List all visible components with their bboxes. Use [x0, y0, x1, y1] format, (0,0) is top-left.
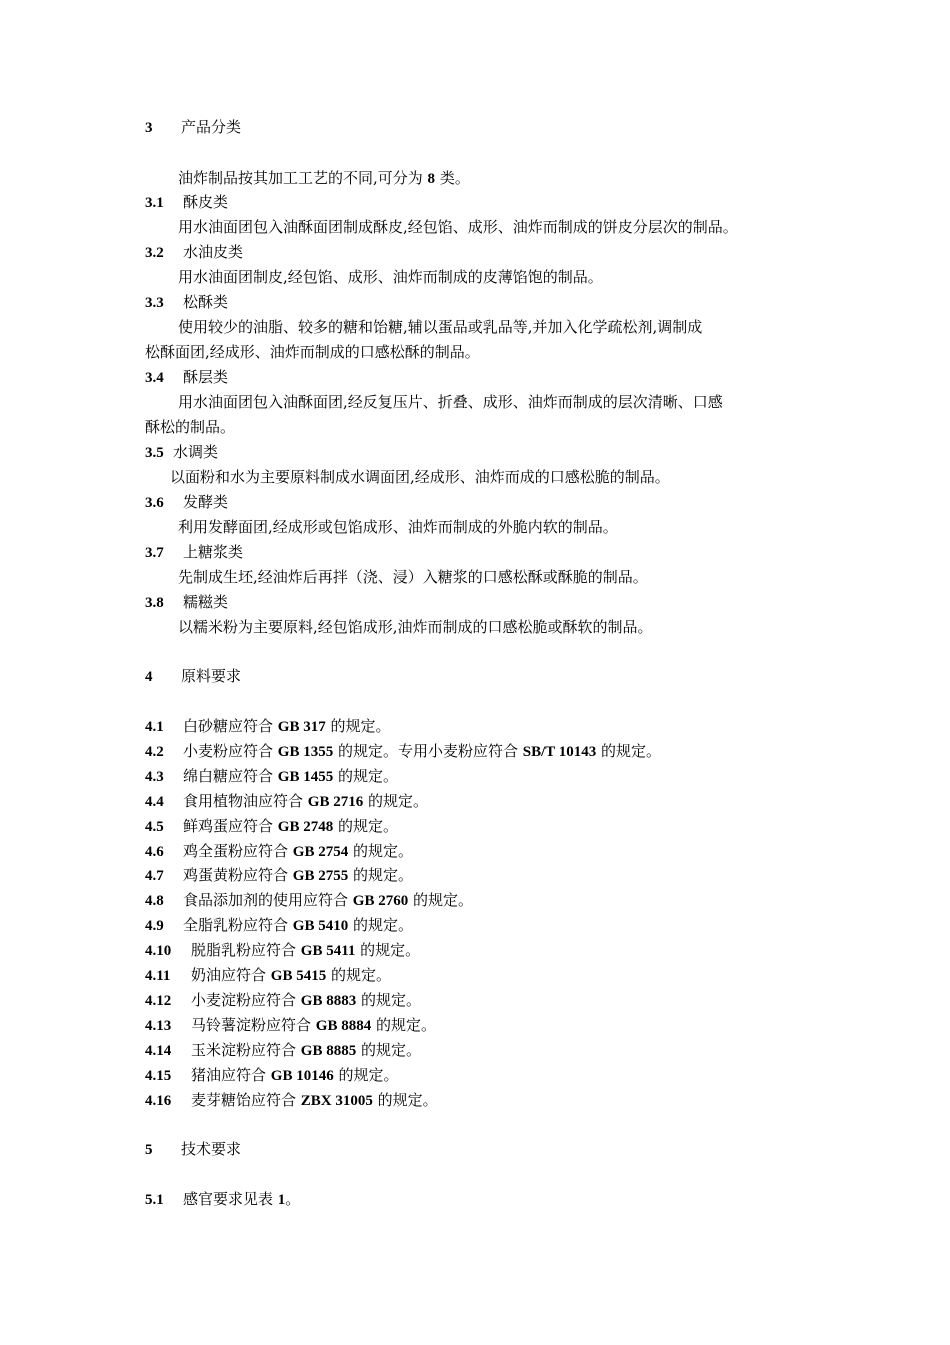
item-number: 4.5: [145, 819, 164, 835]
item-number: 5.1: [145, 1192, 164, 1208]
list-item-4-8: [145, 891, 473, 910]
list-item-4-4: [145, 792, 428, 811]
item-number: 4.7: [145, 868, 164, 884]
subsection-3-1-heading: [145, 193, 228, 212]
list-item-4-11: [145, 966, 391, 985]
section-number: 3: [145, 120, 153, 136]
section-3-intro: [178, 169, 470, 188]
standard-code: GB 1355: [277, 744, 334, 760]
item-text-end: 的规定。: [348, 842, 413, 860]
list-item-4-2: [145, 742, 661, 761]
subsection-title: 酥层类: [183, 368, 229, 386]
item-number: 4.15: [145, 1068, 172, 1084]
item-text: 鸡全蛋粉应符合: [183, 842, 293, 860]
item-text-end: 的规定。: [371, 1016, 436, 1034]
standard-code: GB 2760: [352, 893, 409, 909]
section-title: 产品分类: [181, 118, 242, 136]
subsection-3-7-heading: [145, 543, 243, 562]
item-text: 食品添加剂的使用应符合: [183, 891, 353, 909]
item-text-end: 的规定。: [372, 1091, 438, 1109]
intro-text: 油炸制品按其加工工艺的不同,可分为: [178, 169, 428, 187]
item-text-end: 的规定。: [596, 742, 662, 760]
item-text-end: 的规定。: [356, 1041, 421, 1059]
intro-count: 8: [427, 171, 436, 187]
table-reference: 1: [277, 1192, 286, 1208]
subsection-number: 3.8: [145, 595, 164, 611]
item-number: 4.12: [145, 993, 172, 1009]
item-text: 小麦淀粉应符合: [191, 991, 301, 1009]
item-text-end: 的规定。: [325, 717, 391, 735]
intro-text-end: 类。: [435, 169, 470, 187]
item-text-mid: 的规定。专用小麦粉应符合: [333, 742, 523, 760]
list-item-4-16: [145, 1091, 438, 1110]
item-text-end: 的规定。: [333, 1066, 399, 1084]
subsection-3-4-heading: [145, 368, 228, 387]
subsection-number: 3.3: [145, 295, 164, 311]
list-item-4-9: [145, 916, 413, 935]
item-number: 4.3: [145, 769, 164, 785]
item-number: 4.11: [145, 968, 171, 984]
item-text-end: 的规定。: [333, 767, 398, 785]
item-number: 4.9: [145, 918, 164, 934]
subsection-title: 上糖浆类: [183, 543, 244, 561]
paragraph-line: 先制成生坯,经油炸后再拌（浇、浸）入糖浆的口感松酥或酥脆的制品。: [178, 568, 648, 586]
item-text: 鸡蛋黄粉应符合: [183, 866, 293, 884]
item-text: 马铃薯淀粉应符合: [191, 1016, 316, 1034]
item-text-end: 的规定。: [333, 817, 398, 835]
subsection-title: 发酵类: [183, 493, 229, 511]
subsection-number: 3.6: [145, 495, 164, 511]
paragraph-line: 松酥面团,经成形、油炸而制成的口感松酥的制品。: [145, 343, 480, 361]
item-number: 4.1: [145, 719, 164, 735]
standard-code: GB 8885: [300, 1043, 357, 1059]
section-5-heading: [145, 1140, 241, 1159]
subsection-3-8-heading: [145, 593, 228, 612]
list-item-4-10: [145, 941, 420, 960]
item-text: 鲜鸡蛋应符合: [183, 817, 278, 835]
item-number: 4.14: [145, 1043, 172, 1059]
standard-code: GB 10146: [270, 1068, 334, 1084]
item-text-end: 。: [285, 1190, 301, 1208]
list-item-4-6: [145, 842, 413, 861]
item-number: 4.4: [145, 794, 164, 810]
item-text-end: 的规定。: [326, 966, 391, 984]
item-text: 玉米淀粉应符合: [191, 1041, 301, 1059]
standard-code: GB 2754: [292, 844, 349, 860]
item-number: 4.6: [145, 844, 164, 860]
subsection-number: 3.2: [145, 245, 164, 261]
subsection-number: 3.5: [145, 445, 164, 461]
standard-code: GB 1455: [277, 769, 334, 785]
list-item-5-1: [145, 1190, 300, 1209]
subsection-title: 松酥类: [183, 293, 229, 311]
standard-code: GB 2755: [292, 868, 349, 884]
standard-code: SB/T 10143: [522, 744, 597, 760]
standard-code: GB 2748: [277, 819, 334, 835]
item-number: 4.10: [145, 943, 172, 959]
item-text: 脱脂乳粉应符合: [191, 941, 301, 959]
paragraph-line: 用水油面团包入油酥面团制成酥皮,经包馅、成形、油炸而制成的饼皮分层次的制品。: [178, 218, 738, 236]
list-item-4-5: [145, 817, 398, 836]
list-item-4-3: [145, 767, 398, 786]
section-4-heading: [145, 667, 241, 686]
paragraph-line: 使用较少的油脂、较多的糖和饴糖,辅以蛋品或乳品等,并加入化学疏松剂,调制成: [178, 318, 703, 336]
item-text: 猪油应符合: [191, 1066, 271, 1084]
standard-code: GB 5410: [292, 918, 349, 934]
paragraph-line: 以面粉和水为主要原料制成水调面团,经成形、油炸而成的口感松脆的制品。: [170, 468, 670, 486]
standard-code: GB 8884: [315, 1018, 372, 1034]
section-number: 5: [145, 1142, 153, 1158]
item-number: 4.8: [145, 893, 164, 909]
section-title: 原料要求: [181, 667, 242, 685]
section-title: 技术要求: [181, 1140, 242, 1158]
list-item-4-12: [145, 991, 421, 1010]
item-text: 麦芽糖饴应符合: [191, 1091, 301, 1109]
section-3-heading: [145, 118, 241, 137]
item-text: 奶油应符合: [191, 966, 271, 984]
standard-code: ZBX 31005: [300, 1093, 373, 1109]
item-text-end: 的规定。: [355, 941, 421, 959]
paragraph-line: 用水油面团制皮,经包馅、成形、油炸而制成的皮薄馅饱的制品。: [178, 268, 603, 286]
standard-code: GB 317: [277, 719, 326, 735]
item-text: 全脂乳粉应符合: [183, 916, 293, 934]
item-text: 小麦粉应符合: [183, 742, 278, 760]
item-number: 4.13: [145, 1018, 172, 1034]
paragraph-line: 以糯米粉为主要原料,经包馅成形,油炸而制成的口感松脆或酥软的制品。: [178, 618, 653, 636]
subsection-3-6-heading: [145, 493, 228, 512]
section-number: 4: [145, 669, 153, 685]
list-item-4-7: [145, 866, 413, 885]
item-text: 白砂糖应符合: [183, 717, 278, 735]
item-number: 4.16: [145, 1093, 172, 1109]
item-text: 感官要求见表: [183, 1190, 278, 1208]
subsection-number: 3.1: [145, 195, 164, 211]
subsection-title: 糯糍类: [183, 593, 229, 611]
paragraph-line: 用水油面团包入油酥面团,经反复压片、折叠、成形、油炸而制成的层次清晰、口感: [178, 393, 723, 411]
subsection-number: 3.4: [145, 370, 164, 386]
paragraph-line: 酥松的制品。: [145, 418, 236, 436]
subsection-title: 酥皮类: [183, 193, 229, 211]
subsection-number: 3.7: [145, 545, 164, 561]
item-text-end: 的规定。: [356, 991, 421, 1009]
subsection-title: 水调类: [173, 443, 219, 461]
item-text-end: 的规定。: [348, 916, 413, 934]
subsection-3-2-heading: [145, 243, 243, 262]
paragraph-line: 利用发酵面团,经成形或包馅成形、油炸而制成的外脆内软的制品。: [178, 518, 618, 536]
item-text: 食用植物油应符合: [183, 792, 308, 810]
item-text-end: 的规定。: [348, 866, 413, 884]
subsection-3-3-heading: [145, 293, 228, 312]
standard-code: GB 8883: [300, 993, 357, 1009]
item-text-end: 的规定。: [408, 891, 473, 909]
item-text-end: 的规定。: [363, 792, 428, 810]
list-item-4-15: [145, 1066, 399, 1085]
standard-code: GB 5411: [300, 943, 356, 959]
list-item-4-1: [145, 717, 391, 736]
standard-code: GB 5415: [270, 968, 327, 984]
item-text: 绵白糖应符合: [183, 767, 278, 785]
item-number: 4.2: [145, 744, 164, 760]
list-item-4-13: [145, 1016, 436, 1035]
list-item-4-14: [145, 1041, 421, 1060]
standard-code: GB 2716: [307, 794, 364, 810]
subsection-3-5-heading: [145, 443, 218, 462]
subsection-title: 水油皮类: [183, 243, 244, 261]
